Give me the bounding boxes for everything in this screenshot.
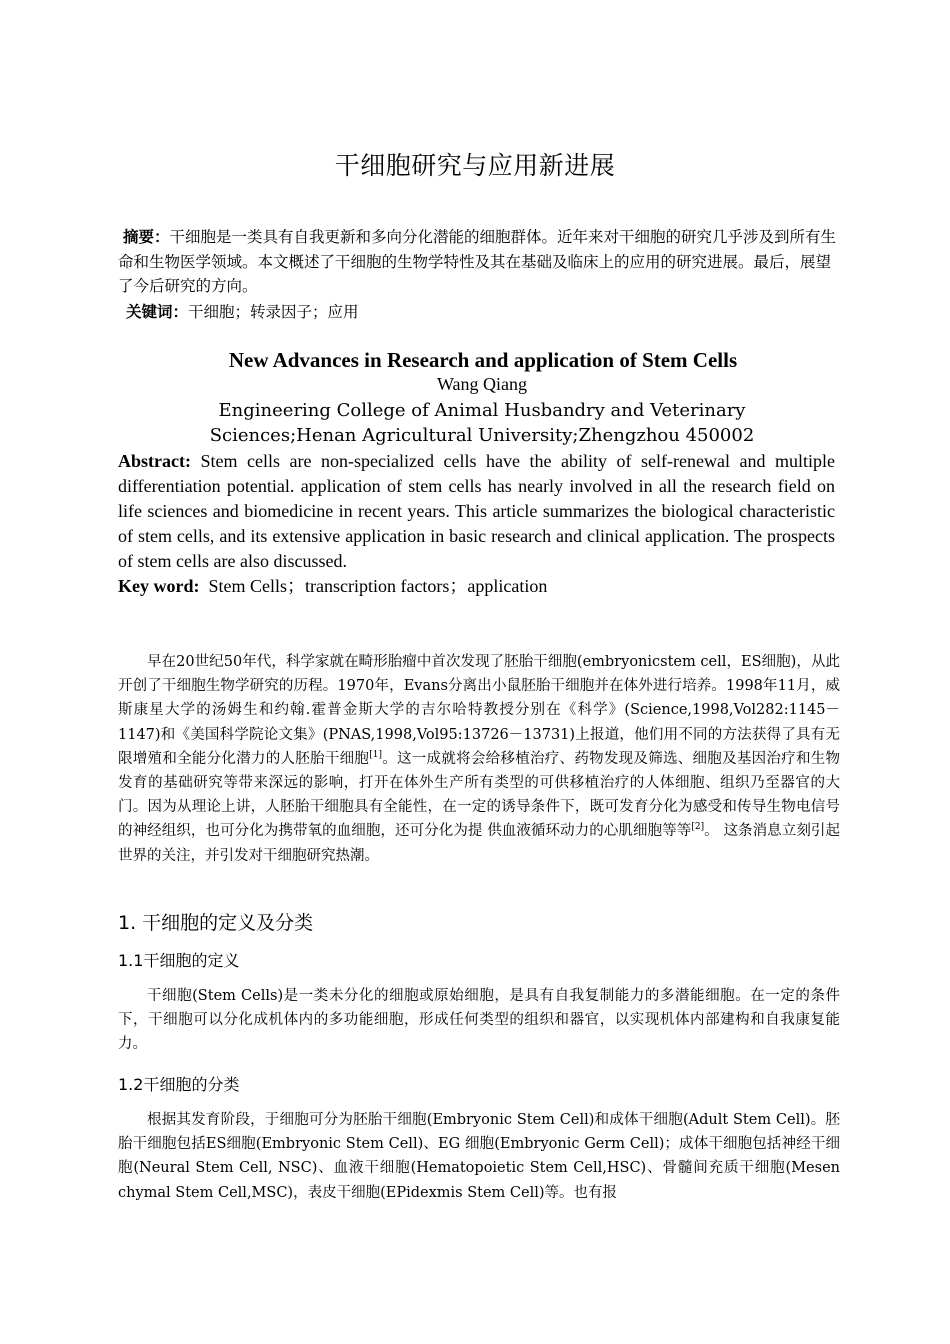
chinese-keywords-label: 关键词：	[126, 302, 189, 321]
english-affiliation	[170, 398, 794, 448]
english-abstract-text: Stem cells are non-specialized cells have the ability of self-renewal and multiple differentiation potential. application of stem cells has nearly involved in all the research field on life sciences and biomedicine in recent years. This article summarizes the biological characteristic of stem cells, and its extensive application in basic research and clinical application. The prospects of stem cells are also discussed.	[118, 451, 836, 571]
classification-paragraph: 根据其发育阶段，于细胞可分为胚胎干细胞(Embryonic Stem Cell)和成体干细胞(Adult Stem Cell)。胚胎干细胞包括ES细胞(Embryonic Stem Cell)、EG 细胞(Embryonic Germ Cell)；成体干细胞包括神经干细胞(Neural Stem Cell, NSC)、血液干细胞(Hematopoietic Stem Cell,HSC)、骨髓间充质干细胞(Mesen chymal Stem Cell,MSC)，表皮干细胞(EPidexmis Stem Cell)等。也有报	[118, 1112, 840, 1201]
intro-paragraph	[118, 650, 840, 868]
english-title: New Advances in Research and application of Stem Cells	[228, 348, 738, 372]
english-author: Wang Qiang	[436, 374, 528, 394]
english-affiliation-line1: Engineering College of Animal Husbandry and Veterinary	[218, 400, 746, 421]
english-keywords-label: Key word:	[118, 576, 200, 596]
english-affiliation-line2: Sciences;Henan Agricultural University;Zhengzhou 450002	[209, 425, 755, 446]
intro-text-part3: 。 这条消息立刻引起世界的关注，并引发对干细胞研究热潮。	[118, 823, 841, 864]
citation-ref-1: [1]	[369, 749, 382, 760]
chinese-keywords-text: 干细胞；转录因子；应用	[188, 303, 359, 321]
definition-paragraph: 干细胞(Stem Cells)是一类未分化的细胞或原始细胞，是具有自我复制能力的多潜能细胞。在一定的条件下，干细胞可以分化成机体内的多功能细胞，形成任何类型的组织和器官，以实现机体内部建构和自我康复能力。	[118, 988, 840, 1053]
english-abstract	[118, 449, 835, 574]
intro-text-part2: 。这一成就将会给移植治疗、药物发现及筛选、细胞及基因治疗和生物发育的基础研究等带来深远的影响，打开在体外生产所有类型的可供移植治疗的人体细胞、组织乃至器官的大门。因为从理论上讲，人胚胎干细胞具有全能性，在一定的诱导条件下，既可发育分化为感受和传导生物电信号的神经组织，也可分化为携带氧的血细胞，还可分化为提 供血液循环动力的心肌细胞等等	[118, 750, 841, 840]
paper-title: 干细胞研究与应用新进展	[334, 151, 616, 180]
chinese-abstract	[118, 225, 840, 299]
subsection-heading-1-2: 1.2干细胞的分类	[118, 1075, 240, 1094]
english-keywords-text: Stem Cells；transcription factors；application	[208, 576, 548, 596]
chinese-abstract-label: 摘要：	[122, 227, 170, 246]
section-heading-1: 1. 干细胞的定义及分类	[118, 912, 314, 934]
intro-text-part1: 早在20世纪50年代，科学家就在畸形胎瘤中首次发现了胚胎干细胞(embryonicstem cell，ES细胞)，从此开创了干细胞生物学研究的历程。1970年，Evans分离出小鼠胚胎干细胞并在体外进行培养。1998年11月，威斯康星大学的汤姆生和约翰.霍普金斯大学的吉尔哈特教授分别在《科学》(Science,1998,Vol282:1145－1147)和《美国科学院论文集》(PNAS,1998,Vol95:13726－13731)上报道，他们用不同的方法获得了具有无限增殖和全能分化潜力的人胚胎干细胞	[118, 654, 840, 767]
english-abstract-label: Abstract:	[118, 451, 191, 471]
chinese-abstract-text: 干细胞是一类具有自我更新和多向分化潜能的细胞群体。近年来对干细胞的研究几乎涉及到所有生命和生物医学领域。本文概述了干细胞的生物学特性及其在基础及临床上的应用的研究进展。最后，展望了今后研究的方向。	[118, 228, 836, 295]
chinese-keywords	[126, 300, 846, 324]
english-keywords	[118, 574, 835, 599]
subsection-heading-1-1: 1.1干细胞的定义	[118, 951, 240, 970]
citation-ref-2: [2]	[691, 822, 705, 833]
